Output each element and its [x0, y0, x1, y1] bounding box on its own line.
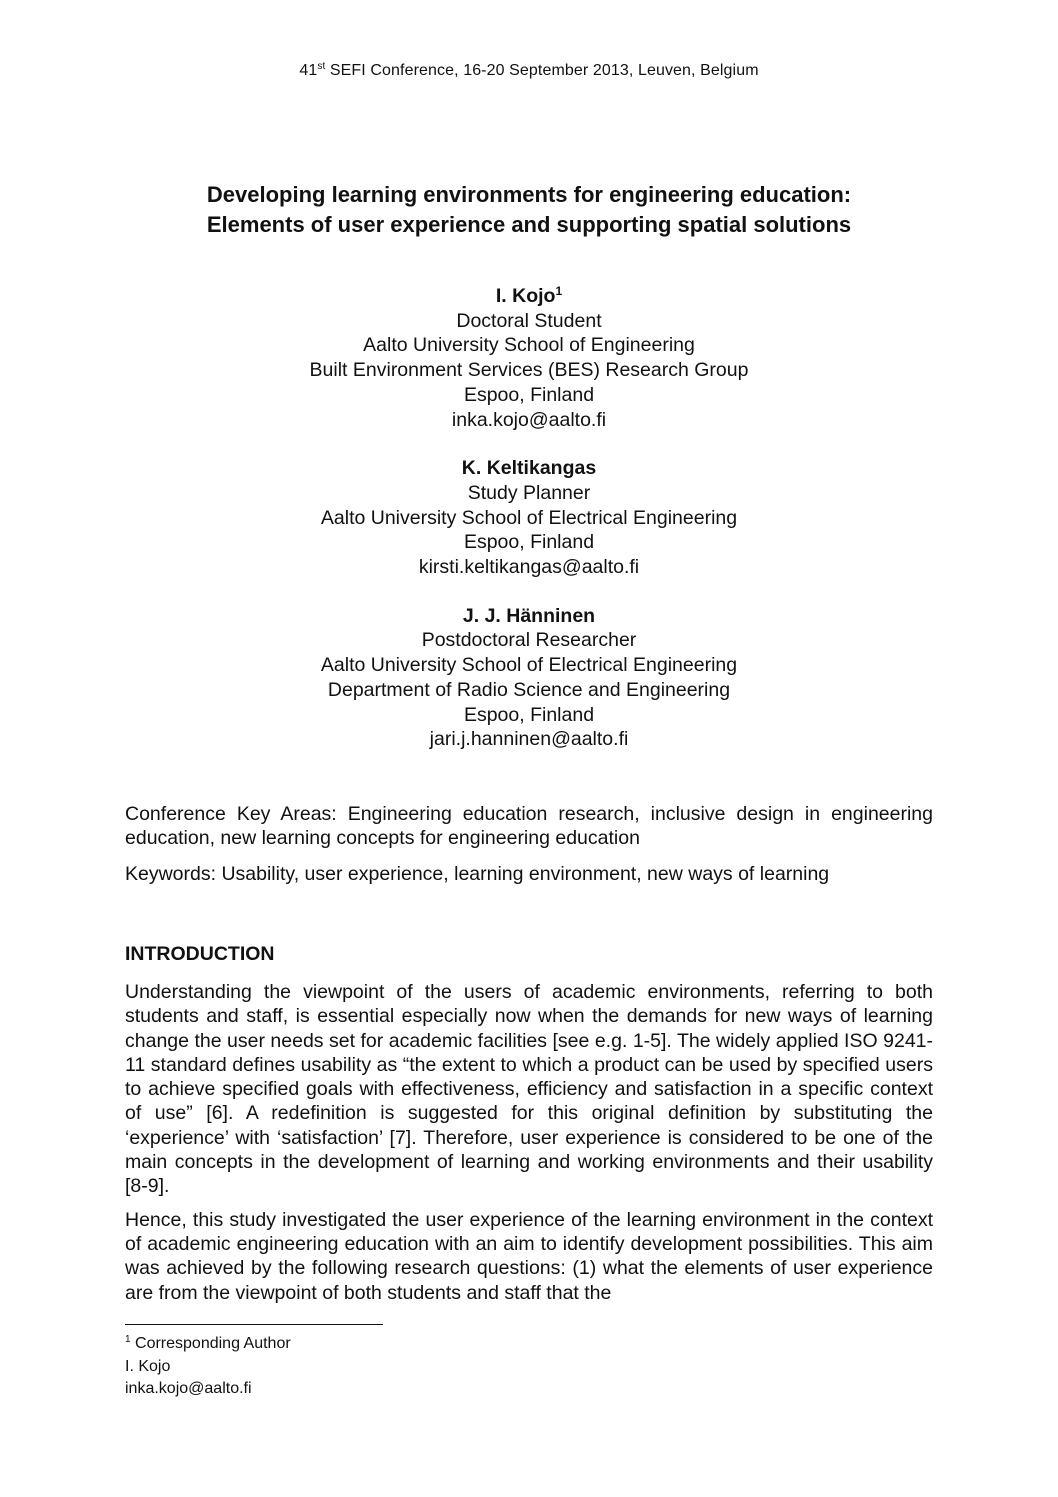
author-name — [0, 284, 1058, 309]
author-department: Department of Radio Science and Engineering — [327, 678, 731, 701]
title-line-1: Developing learning environments for engineering education: — [206, 182, 852, 207]
conference-ordinal: st — [317, 61, 326, 72]
author-affiliation: Aalto University School of Electrical Engineering — [320, 506, 738, 529]
paper-title — [100, 180, 958, 240]
author-name: K. Keltikangas — [461, 457, 597, 480]
paragraph: Hence, this study investigated the user experience of the learning environment in the context of academic engineering education with an aim to identify development possibilities. This aim was achieved by the following research questions: (1) what the elements of user experience are from the viewpoint of both students and staff that the — [125, 1208, 933, 1304]
paragraph: Understanding the viewpoint of the users of academic environments, referring to both students and staff, is essential especially now when the demands for new ways of learning change the user needs set for academic facilities [see e.g. 1-5]. The widely applied ISO 9241-11 standard defines usability as “the extent to which a product can be used by specified users to achieve specified goals with effectiveness, efficiency and satisfaction in a specific context of use” [6]. A redefinition is suggested for this original definition by substituting the ‘experience’ with ‘satisfaction’ [7]. Therefore, user experience is considered to be one of the main concepts in the development of learning and working environments and their usability [8-9]. — [125, 981, 933, 1198]
keywords: Keywords: Usability, user experience, learning environment, new ways of learning — [125, 863, 830, 885]
author-location: Espoo, Finland — [463, 383, 595, 406]
author-list — [0, 284, 1058, 776]
footnote-marker: 1 — [555, 284, 563, 298]
author-block-keltikangas — [0, 456, 1058, 580]
author-email: jari.j.hanninen@aalto.fi — [429, 728, 629, 751]
footnote-line-1 — [125, 1333, 291, 1356]
author-location: Espoo, Finland — [463, 531, 595, 554]
running-header — [0, 62, 1058, 80]
author-block-kojo — [0, 284, 1058, 432]
author-block-hanninen — [0, 604, 1058, 752]
footnote-line-3: inka.kojo@aalto.fi — [125, 1380, 252, 1397]
footnote-text: Corresponding Author — [130, 1335, 291, 1352]
introduction-body — [125, 980, 933, 1314]
author-role: Study Planner — [467, 481, 591, 504]
conference-key-areas: Conference Key Areas: Engineering education research, inclusive design in engineering education, new learning concepts for engineering education — [125, 803, 933, 850]
conference-text: SEFI Conference, 16-20 September 2013, Leuven, Belgium — [325, 62, 759, 79]
author-name: J. J. Hänninen — [462, 604, 596, 627]
footnote — [125, 1333, 291, 1401]
author-affiliation: Aalto University School of Engineering — [363, 334, 695, 357]
author-email: kirsti.keltikangas@aalto.fi — [418, 556, 640, 579]
conference-number: 41 — [299, 62, 318, 79]
title-line-2: Elements of user experience and supporting spatial solutions — [206, 212, 852, 237]
author-role: Doctoral Student — [456, 309, 602, 332]
author-location: Espoo, Finland — [463, 703, 595, 726]
author-name-text: I. Kojo — [495, 285, 556, 307]
footnote-number: 1 — [125, 1334, 131, 1345]
author-affiliation: Aalto University School of Electrical Engineering — [320, 654, 738, 677]
footnote-divider — [125, 1324, 383, 1325]
author-email: inka.kojo@aalto.fi — [451, 408, 607, 431]
section-heading-introduction: INTRODUCTION — [125, 943, 275, 965]
author-group: Built Environment Services (BES) Research Group — [309, 359, 749, 382]
footnote-line-2: I. Kojo — [125, 1357, 171, 1375]
author-role: Postdoctoral Researcher — [421, 629, 637, 652]
